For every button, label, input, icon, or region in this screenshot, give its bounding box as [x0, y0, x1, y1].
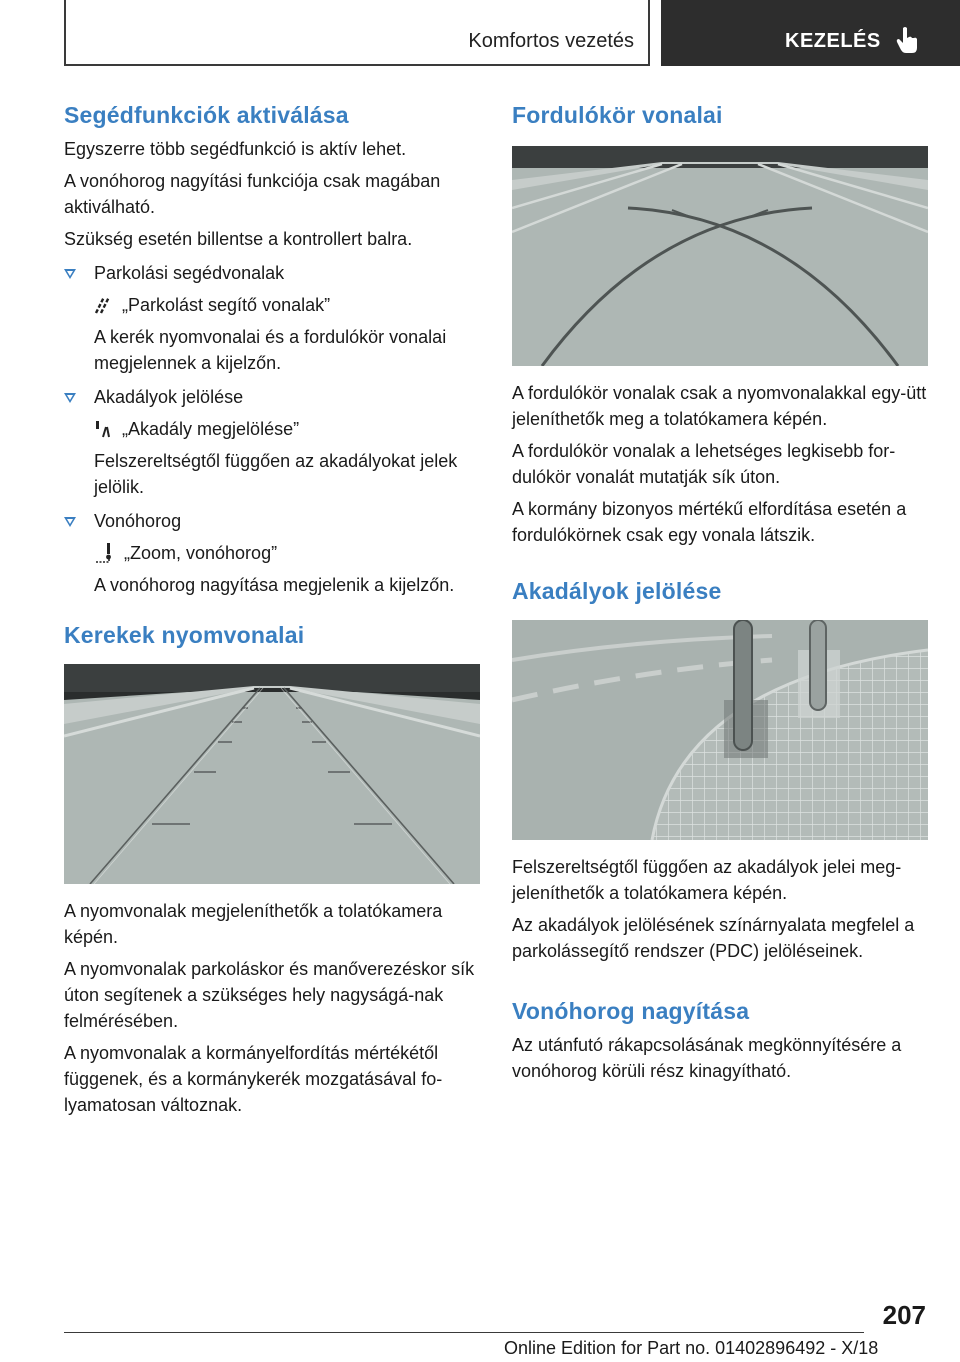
left-column	[64, 100, 480, 1118]
paragraph: A vonóhorog nagyítási funkciója csak magában aktiválható.	[64, 171, 441, 217]
list-triangle-icon	[64, 517, 76, 527]
list-item-description: A kerék nyomvonalai és a fordulókör vonalai megjelennek a kijelzőn.	[94, 327, 447, 373]
list-item-label: Parkolási segédvonalak	[94, 263, 285, 283]
obstacle-marking-image	[512, 620, 928, 840]
symbol-label: „Parkolást segítő vonalak”	[122, 295, 331, 315]
list-item-parking-lines	[64, 260, 480, 376]
paragraph: Egyszerre több segédfunkció is aktív lehet.	[64, 139, 407, 159]
footer-edition: Online Edition for Part no. 01402896492 - X/18	[504, 1338, 879, 1358]
paragraph: A fordulókör vonalak a lehetséges legkisebb for-dulókör vonalát mutatják sík úton.	[512, 441, 896, 487]
list-triangle-icon	[64, 269, 76, 279]
obstacle-marking-icon	[94, 419, 112, 439]
right-column	[512, 100, 928, 1084]
turning-circle-image	[512, 146, 928, 366]
symbol-label: „Akadály megjelölése”	[122, 419, 300, 439]
section-title-wheel-tracks: Kerekek nyomvonalai	[64, 622, 305, 648]
section-title-tow-hitch-zoom: Vonóhorog nagyítása	[512, 998, 750, 1024]
symbol-label: „Zoom, vonóhorog”	[124, 543, 278, 563]
paragraph: Szükség esetén billentse a kontrollert balra.	[64, 229, 413, 249]
paragraph: A kormány bizonyos mértékű elfordítása esetén a fordulókörnek csak egy vonala látszik.	[512, 499, 907, 545]
parking-lines-icon	[94, 295, 112, 315]
list-item-description: A vonóhorog nagyítása megjelenik a kijelzőn.	[94, 575, 455, 595]
paragraph: Felszereltségtől függően az akadályok jelei meg-jeleníthetők a tolatókamera képén.	[512, 857, 902, 903]
section-title-turning-circle: Fordulókör vonalai	[512, 102, 723, 128]
header-chapter-title: KEZELÉS	[785, 30, 881, 52]
paragraph: Az utánfutó rákapcsolásának megkönnyítésére a vonóhorog körüli rész kinagyítható.	[512, 1035, 902, 1081]
paragraph: A nyomvonalak megjeleníthetők a tolatókamera képén.	[64, 901, 443, 947]
symbol-row	[94, 416, 480, 442]
header-section-title: Komfortos vezetés	[468, 30, 634, 52]
pointing-hand-icon	[895, 26, 921, 54]
header-section-tab	[64, 0, 650, 66]
list-item-tow-hitch	[64, 508, 480, 598]
paragraph: Az akadályok jelölésének színárnyalata megfelel a parkolássegítő rendszer (PDC) jelöléseinek.	[512, 915, 915, 961]
list-item-obstacle-marking	[64, 384, 480, 500]
list-item-label: Akadályok jelölése	[94, 387, 244, 407]
list-item-description: Felszereltségtől függően az akadályokat jelek jelölik.	[94, 451, 458, 497]
section-title-assist-activation: Segédfunkciók aktiválása	[64, 102, 349, 128]
footer-divider	[64, 1332, 864, 1333]
header-chapter-tab	[661, 0, 960, 66]
page-number: 207	[882, 1300, 926, 1330]
symbol-row	[94, 292, 480, 318]
symbol-row	[94, 540, 480, 566]
paragraph: A nyomvonalak parkoláskor és manőverezéskor sík úton segítenek a szükséges hely nagyságá-nak felmérésében.	[64, 959, 475, 1031]
paragraph: A nyomvonalak a kormányelfordítás mértékétől függenek, és a kormánykerék mozgatásával fo-lyamatosan változnak.	[64, 1043, 443, 1115]
section-title-obstacle-marking: Akadályok jelölése	[512, 578, 722, 604]
list-triangle-icon	[64, 393, 76, 403]
paragraph: A fordulókör vonalak csak a nyomvonalakkal egy-ütt jeleníthetők meg a tolatókamera képén.	[512, 383, 927, 429]
list-item-label: Vonóhorog	[94, 511, 182, 531]
tow-hitch-zoom-icon	[94, 542, 114, 564]
wheel-tracks-image	[64, 664, 480, 884]
